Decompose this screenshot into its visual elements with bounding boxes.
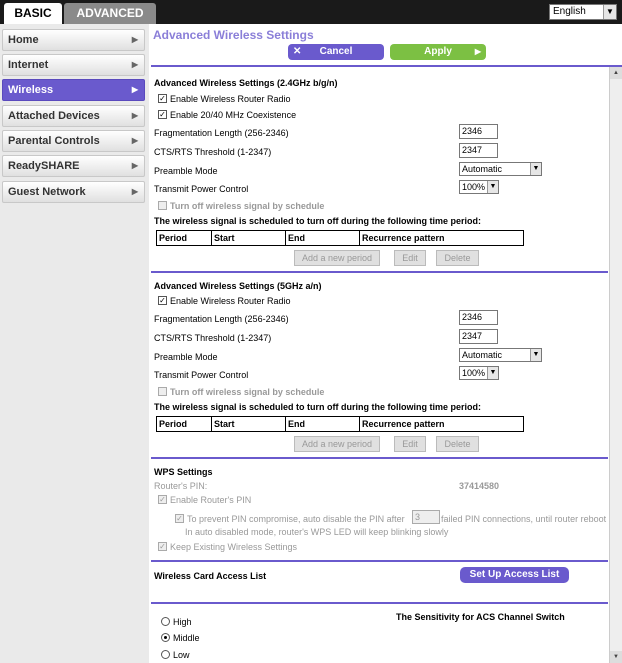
band5-power-select[interactable] — [459, 366, 499, 380]
acs-title: The Sensitivity for ACS Channel Switch — [396, 612, 565, 622]
chevron-right-icon: ▶ — [131, 187, 138, 196]
chevron-down-icon: ▼ — [530, 349, 541, 361]
access-list-label: Wireless Card Access List — [154, 571, 267, 581]
band5-enable-radio-checkbox[interactable]: ✓ — [159, 296, 166, 305]
band5-edit-button[interactable]: Edit — [394, 436, 426, 452]
apply-button-label: Apply — [424, 46, 452, 57]
band24-schedule-checkbox[interactable] — [158, 201, 167, 210]
band24-schedule-note: The wireless signal is scheduled to turn off during the following time period: — [154, 216, 482, 226]
apply-button[interactable] — [390, 44, 486, 60]
scroll-down-icon[interactable]: ▼ — [610, 651, 622, 663]
band24-preamble-select[interactable] — [459, 162, 542, 176]
acs-high-label: High — [173, 617, 192, 627]
chevron-down-icon: ▼ — [603, 5, 616, 19]
tab-basic[interactable]: BASIC — [4, 3, 62, 24]
wps-enable-pin-checkbox[interactable]: ✓ — [159, 495, 166, 504]
table-header: Period — [157, 417, 212, 432]
sidebar-item-label: Home — [8, 34, 39, 46]
band5-schedule-label: Turn off wireless signal by schedule — [170, 387, 325, 397]
band5-rts-label: CTS/RTS Threshold (1-2347) — [154, 333, 272, 343]
sidebar-item-guest-network[interactable] — [2, 181, 145, 203]
band5-rts-input[interactable]: 2347 — [459, 329, 498, 344]
band24-rts-label: CTS/RTS Threshold (1-2347) — [154, 147, 272, 157]
wps-enable-pin-label: Enable Router's PIN — [170, 495, 252, 505]
sidebar-item-readyshare[interactable] — [2, 155, 145, 177]
band24-power-value: 100% — [462, 182, 486, 192]
close-icon: ✕ — [293, 46, 302, 57]
band5-delete-button[interactable]: Delete — [436, 436, 479, 452]
band24-edit-button[interactable]: Edit — [394, 250, 426, 266]
sidebar-item-label: Internet — [8, 59, 49, 71]
band5-schedule-table — [156, 416, 524, 432]
chevron-right-icon: ▶ — [131, 60, 138, 69]
page-title: Advanced Wireless Settings — [153, 28, 314, 42]
band5-schedule-note: The wireless signal is scheduled to turn off during the following time period: — [154, 402, 482, 412]
sidebar-item-label: ReadySHARE — [8, 160, 80, 172]
table-header: Recurrence pattern — [360, 231, 524, 246]
sidebar-item-internet[interactable] — [2, 54, 145, 76]
sidebar-item-label: Attached Devices — [8, 110, 100, 122]
table-header: Period — [157, 231, 212, 246]
band5-schedule-checkbox[interactable] — [158, 387, 167, 396]
band24-delete-button[interactable]: Delete — [436, 250, 479, 266]
band24-enable-radio-checkbox[interactable]: ✓ — [159, 94, 166, 103]
band24-add-period-button[interactable]: Add a new period — [294, 250, 380, 266]
tab-advanced[interactable]: ADVANCED — [64, 3, 156, 24]
sidebar-item-parental-controls[interactable] — [2, 130, 145, 152]
scrollbar[interactable] — [609, 67, 622, 663]
table-header: End — [286, 417, 360, 432]
chevron-right-icon: ▶ — [131, 161, 138, 170]
chevron-right-icon: ▶ — [131, 111, 138, 120]
wps-keep-existing-checkbox[interactable]: ✓ — [159, 542, 166, 551]
table-header: End — [286, 231, 360, 246]
chevron-down-icon: ▼ — [530, 163, 541, 175]
band24-schedule-label: Turn off wireless signal by schedule — [170, 201, 325, 211]
band5-preamble-label: Preamble Mode — [154, 352, 218, 362]
band24-power-select[interactable] — [459, 180, 499, 194]
wps-heading: WPS Settings — [154, 467, 213, 477]
band24-heading: Advanced Wireless Settings (2.4GHz b/g/n) — [154, 78, 338, 88]
sidebar-item-wireless[interactable] — [2, 79, 145, 101]
band24-enable-radio-label: Enable Wireless Router Radio — [170, 94, 291, 104]
acs-middle-label: Middle — [173, 633, 200, 643]
chevron-right-icon: ▶ — [131, 35, 138, 44]
chevron-right-icon: ▶ — [131, 136, 138, 145]
divider — [151, 457, 608, 459]
wps-pin-value: 37414580 — [459, 481, 500, 491]
band24-frag-label: Fragmentation Length (256-2346) — [154, 128, 289, 138]
chevron-right-icon: ▶ — [131, 85, 138, 94]
table-header: Recurrence pattern — [360, 417, 524, 432]
chevron-down-icon: ▼ — [487, 181, 498, 193]
sidebar-item-label: Wireless — [8, 84, 54, 96]
acs-low-label: Low — [173, 650, 190, 660]
acs-low-radio[interactable] — [161, 650, 170, 659]
band5-enable-radio-label: Enable Wireless Router Radio — [170, 296, 291, 306]
band24-coexistence-label: Enable 20/40 MHz Coexistence — [170, 110, 297, 120]
language-select[interactable] — [549, 4, 617, 20]
band24-frag-input[interactable]: 2346 — [459, 124, 498, 139]
divider — [151, 560, 608, 562]
band24-schedule-table — [156, 230, 524, 246]
wps-keep-existing-label: Keep Existing Wireless Settings — [170, 542, 298, 552]
acs-middle-radio[interactable] — [161, 633, 170, 642]
sidebar-item-home[interactable] — [2, 29, 145, 51]
top-bar — [0, 0, 622, 24]
table-header: Start — [212, 231, 286, 246]
wps-fail-count-input[interactable]: 3 — [412, 510, 440, 524]
band24-coexistence-checkbox[interactable]: ✓ — [159, 110, 166, 119]
band5-power-value: 100% — [462, 368, 486, 378]
language-select-value: English — [553, 6, 586, 17]
wps-auto-note: In auto disabled mode, router's WPS LED will keep blinking slowly — [185, 527, 449, 537]
wps-prevent-text-suffix: failed PIN connections, until router reboot — [441, 514, 607, 524]
wps-pin-label: Router's PIN: — [154, 481, 208, 491]
band24-preamble-value: Automatic — [462, 164, 503, 174]
band5-power-label: Transmit Power Control — [154, 370, 249, 380]
divider — [151, 602, 608, 604]
cancel-button[interactable] — [288, 44, 384, 60]
sidebar-item-label: Guest Network — [8, 186, 86, 198]
wps-prevent-text: To prevent PIN compromise, auto disable the PIN after — [187, 514, 405, 524]
band5-frag-input[interactable]: 2346 — [459, 310, 498, 325]
band5-add-period-button[interactable]: Add a new period — [294, 436, 380, 452]
band5-frag-label: Fragmentation Length (256-2346) — [154, 314, 289, 324]
scroll-up-icon[interactable]: ▲ — [610, 67, 622, 79]
table-header: Start — [212, 417, 286, 432]
sidebar-item-attached-devices[interactable] — [2, 105, 145, 127]
band24-rts-input[interactable]: 2347 — [459, 143, 498, 158]
band5-preamble-select[interactable] — [459, 348, 542, 362]
divider — [151, 271, 608, 273]
setup-access-list-button[interactable]: Set Up Access List — [460, 567, 569, 583]
cancel-button-label: Cancel — [319, 46, 353, 57]
wps-prevent-checkbox[interactable]: ✓ — [176, 514, 183, 523]
sidebar-item-label: Parental Controls — [8, 135, 100, 147]
band24-preamble-label: Preamble Mode — [154, 166, 218, 176]
band24-power-label: Transmit Power Control — [154, 184, 249, 194]
band5-heading: Advanced Wireless Settings (5GHz a/n) — [154, 281, 322, 291]
band5-preamble-value: Automatic — [462, 350, 503, 360]
chevron-down-icon: ▼ — [487, 367, 498, 379]
sidebar — [0, 24, 149, 663]
arrow-right-icon: ▶ — [474, 47, 481, 56]
acs-high-radio[interactable] — [161, 617, 170, 626]
